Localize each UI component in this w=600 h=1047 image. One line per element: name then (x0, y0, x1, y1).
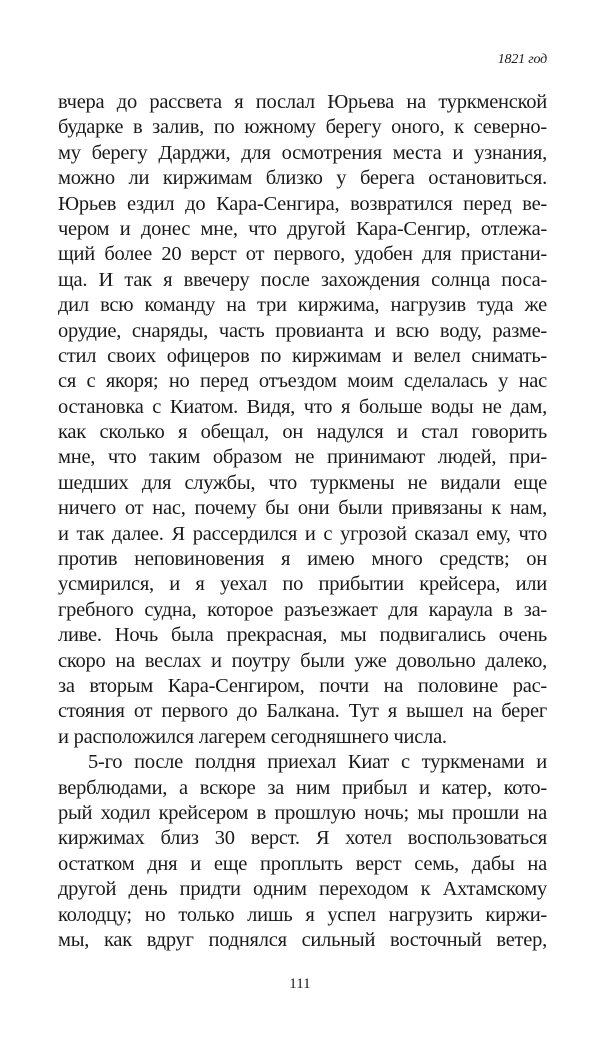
text-line: остатком дня и еще проплыть верст семь, дабы на (58, 852, 547, 875)
text-line: остановка с Киатом. Видя, что я больше воды не дам, (58, 395, 547, 418)
text-line: стояния от первого до Балкана. Тут я вышел на берег (58, 700, 547, 723)
paragraph-1 (58, 90, 547, 750)
text-line: скоро на веслах и поутру были уже довольно далеко, (58, 649, 547, 672)
text-line: гребного судна, которое разъезжает для караула в за- (58, 598, 547, 621)
text-line: и расположился лагерем сегодняшнего числа. (58, 725, 447, 748)
text-line: ливе. Ночь была прекрасная, мы подвигались очень (58, 624, 547, 647)
text-line: мы, как вдруг поднялся сильный восточный ветер, (58, 928, 547, 951)
text-line: как сколько я обещал, он надулся и стал говорить (58, 421, 547, 444)
text-line: усмирился, и я уехал по прибытии крейсера, или (58, 573, 547, 596)
text-line: и так далее. Я рассердился и с угрозой сказал ему, что (58, 522, 547, 545)
text-line: киржимах близ 30 верст. Я хотел воспользоваться (58, 827, 547, 850)
text-line: рый ходил крейсером в прошлую ночь; мы прошли на (58, 801, 547, 824)
paragraph-2 (58, 750, 547, 953)
text-line: мне, что таким образом не принимают людей, при- (58, 446, 547, 469)
text-line: щий более 20 верст от первого, удобен для пристани- (58, 243, 547, 266)
text-line: чером и донес мне, что другой Кара-Сенгир, отлежа- (58, 217, 547, 240)
text-line: верблюдами, а вскоре за ним прибыл и катер, кото- (58, 776, 547, 799)
text-line: шедших для службы, что туркмены не видали еще (58, 471, 547, 494)
text-line: орудие, снаряды, часть провианта и всю воду, разме- (58, 319, 547, 342)
text-line: дил всю команду на три киржима, нагрузив туда же (58, 294, 547, 317)
text-line: ничего от нас, почему бы они были привязаны к нам, (58, 497, 547, 520)
text-line: му берегу Дарджи, для осмотрения места и узнания, (58, 141, 547, 164)
text-line: можно ли киржимам близко у берега остановиться. (58, 167, 547, 190)
page-number: 111 (289, 976, 311, 992)
text-line: против неповиновения я имею много средств; он (58, 548, 547, 571)
text-line: вчера до рассвета я послал Юрьева на туркменской (58, 91, 547, 113)
text-line: стил своих офицеров по киржимам и велел снимать- (58, 344, 547, 367)
text-line: за вторым Кара-Сенгиром, почти на половине рас- (58, 674, 547, 697)
text-line: колодцу; но только лишь я успел нагрузить киржи- (58, 903, 547, 926)
text-line: Юрьев ездил до Кара-Сенгира, возвратился перед ве- (58, 192, 547, 215)
body-text (58, 90, 547, 953)
text-line: 5-го после полдня приехал Киат с туркменами и (88, 751, 547, 774)
text-line: ща. И так я ввечеру после захождения солнца поса- (58, 268, 547, 291)
text-line: бударке в залив, по южному берегу оного, к северно- (58, 116, 547, 139)
text-line: ся с якоря; но перед отъездом моим сделалась у нас (58, 370, 547, 393)
running-head: 1821 год (497, 52, 547, 67)
text-line: другой день придти одним переходом к Ахтамскому (58, 878, 547, 901)
